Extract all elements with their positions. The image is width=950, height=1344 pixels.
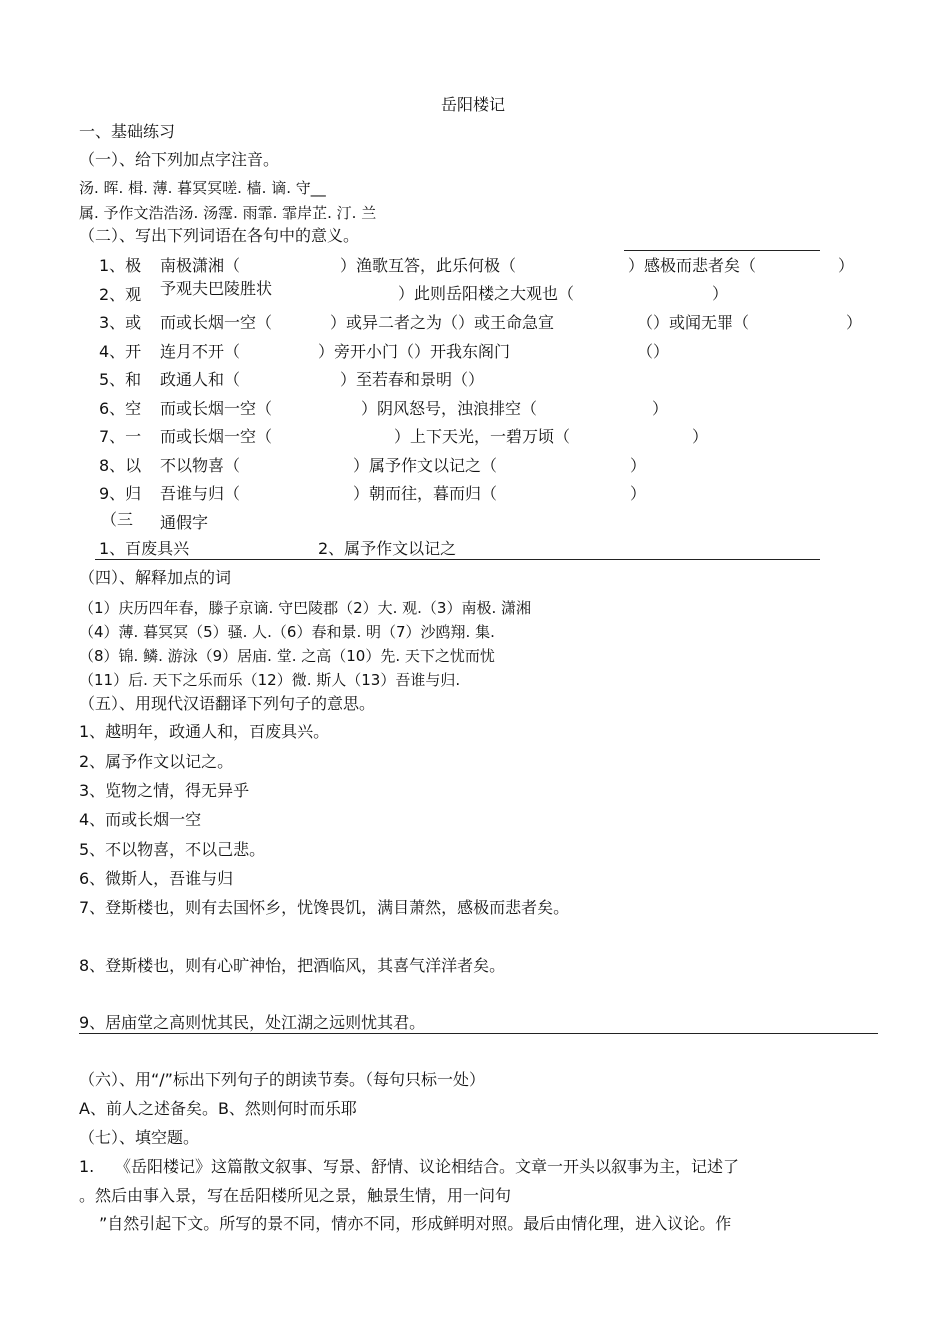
part3-heading: （三 xyxy=(101,510,134,529)
list-item: 7、登斯楼也，则有去国怀乡，忧馋畏饥，满目萧然，感极而悲者矣。 xyxy=(79,898,570,917)
table-row-num: 8、以 xyxy=(99,456,142,475)
table-row-cell: 而或长烟一空（ xyxy=(160,399,273,418)
table-row-cell: 政通人和（ xyxy=(160,370,241,389)
table-row-num: 9、归 xyxy=(99,484,142,503)
list-item: 2、属予作文以记之。 xyxy=(79,752,234,771)
table-row-cell: ）朝而往，暮而归（ xyxy=(353,484,498,503)
part7-line: 。然后由事入景，写在岳阳楼所见之景，触景生情，用一问句 xyxy=(79,1186,512,1205)
table-row-cell: ） xyxy=(652,399,669,418)
part7-number: 1. xyxy=(79,1157,95,1176)
part4-line: （11）后. 天下之乐而乐（12）微. 斯人（13）吾谁与归. xyxy=(79,671,461,689)
table-row-num: 7、一 xyxy=(99,427,142,446)
part2-heading: （二）、写出下列词语在各句中的意义。 xyxy=(79,226,360,245)
part7-line: 《岳阳楼记》这篇散文叙事、写景、舒情、议论相结合。文章一开头以叙事为主，记述了 xyxy=(115,1157,740,1176)
table-row-cell: 不以物喜（ xyxy=(160,456,241,475)
list-item: 3、览物之情，得无异乎 xyxy=(79,781,250,800)
divider-line xyxy=(95,559,820,560)
table-row-cell: ） xyxy=(630,456,647,475)
table-row-cell: 连月不开（ xyxy=(160,342,241,361)
part1-line1: 汤. 晖. 楫. 薄. 暮冥冥嗟. 樯. 谪. 守__ xyxy=(79,179,326,197)
part3-item: 2、属予作文以记之 xyxy=(318,539,457,558)
part5-heading: （五）、用现代汉语翻译下列句子的意思。 xyxy=(79,694,376,713)
part4-line: （4）薄. 暮冥冥（5）骚. 人.（6）春和景. 明（7）沙鸥翔. 集. xyxy=(79,623,495,641)
part4-line: （1）庆历四年春，滕子京谪. 守巴陵郡（2）大. 观.（3）南极. 潇湘 xyxy=(79,599,532,617)
table-row-cell: 而或长烟一空（ xyxy=(160,313,273,332)
document-title: 岳阳楼记 xyxy=(441,95,506,114)
table-row-cell: 予观夫巴陵胜状 xyxy=(160,279,273,298)
part7-line: ”自然引起下文。所写的景不同，情亦不同，形成鲜明对照。最后由情化理，进入议论。作 xyxy=(99,1214,732,1233)
list-item: 5、不以物喜，不以己悲。 xyxy=(79,840,266,859)
divider-line xyxy=(624,250,820,251)
table-row-num: 1、极 xyxy=(99,256,142,275)
list-item: 9、居庙堂之高则忧其民，处江湖之远则忧其君。 xyxy=(79,1013,426,1032)
table-row-num: 2、观 xyxy=(99,285,142,304)
table-row-cell: 吾谁与归（ xyxy=(160,484,241,503)
list-item: 8、登斯楼也，则有心旷神怡，把酒临风，其喜气洋洋者矣。 xyxy=(79,956,506,975)
list-item: 4、而或长烟一空 xyxy=(79,810,202,829)
table-row-cell: 南极潇湘（ xyxy=(160,256,241,275)
table-row-cell: （）或闻无罪（ xyxy=(637,313,750,332)
divider-line xyxy=(79,1033,878,1034)
table-row-cell: ） xyxy=(630,484,647,503)
part1-heading: （一）、给下列加点字注音。 xyxy=(79,150,280,169)
table-row-num: 4、开 xyxy=(99,342,142,361)
table-row-cell: ） xyxy=(712,284,729,303)
table-row-cell: ）上下天光，一碧万顷（ xyxy=(394,427,571,446)
part6-heading: （六）、用“/”标出下列句子的朗读节奏。（每句只标一处） xyxy=(79,1070,485,1089)
table-row-num: 3、或 xyxy=(99,313,142,332)
part4-heading: （四）、解释加点的词 xyxy=(79,568,232,587)
table-row-cell: （） xyxy=(637,342,670,361)
table-row-num: 6、空 xyxy=(99,399,142,418)
table-row-cell: ）感极而悲者矣（ xyxy=(628,256,757,275)
table-row-cell: ）旁开小门（）开我东阁门 xyxy=(318,342,511,361)
part4-line: （8）锦. 鳞. 游泳（9）居庙. 堂. 之高（10）先. 天下之忧而忧 xyxy=(79,647,495,665)
section-heading: 一、基础练习 xyxy=(79,122,176,141)
table-row-cell: ）或异二者之为（）或王命急宣 xyxy=(330,313,555,332)
part1-line2: 属. 予作文浩浩汤. 汤霪. 雨霏. 霏岸芷. 汀. 兰 xyxy=(79,204,377,222)
table-row-cell: ） xyxy=(838,256,855,275)
list-item: 1、越明年，政通人和，百废具兴。 xyxy=(79,722,330,741)
table-row-cell: ）至若春和景明（） xyxy=(340,370,485,389)
table-row-cell: ） xyxy=(846,313,863,332)
table-row-num: 5、和 xyxy=(99,370,142,389)
list-item: 6、微斯人，吾谁与归 xyxy=(79,869,234,888)
table-row-cell: 而或长烟一空（ xyxy=(160,427,273,446)
part6-line: A、前人之述备矣。B、然则何时而乐耶 xyxy=(79,1099,357,1118)
table-row-cell: ）此则岳阳楼之大观也（ xyxy=(398,284,575,303)
part3-item: 1、百废具兴 xyxy=(99,539,190,558)
table-row-cell: ）阴风怒号，浊浪排空（ xyxy=(361,399,538,418)
table-row-cell: ）渔歌互答，此乐何极（ xyxy=(340,256,517,275)
part3-heading-label: 通假字 xyxy=(160,513,209,532)
part7-heading: （七）、填空题。 xyxy=(79,1128,200,1147)
table-row-cell: ）属予作文以记之（ xyxy=(353,456,498,475)
table-row-cell: ） xyxy=(692,427,709,446)
